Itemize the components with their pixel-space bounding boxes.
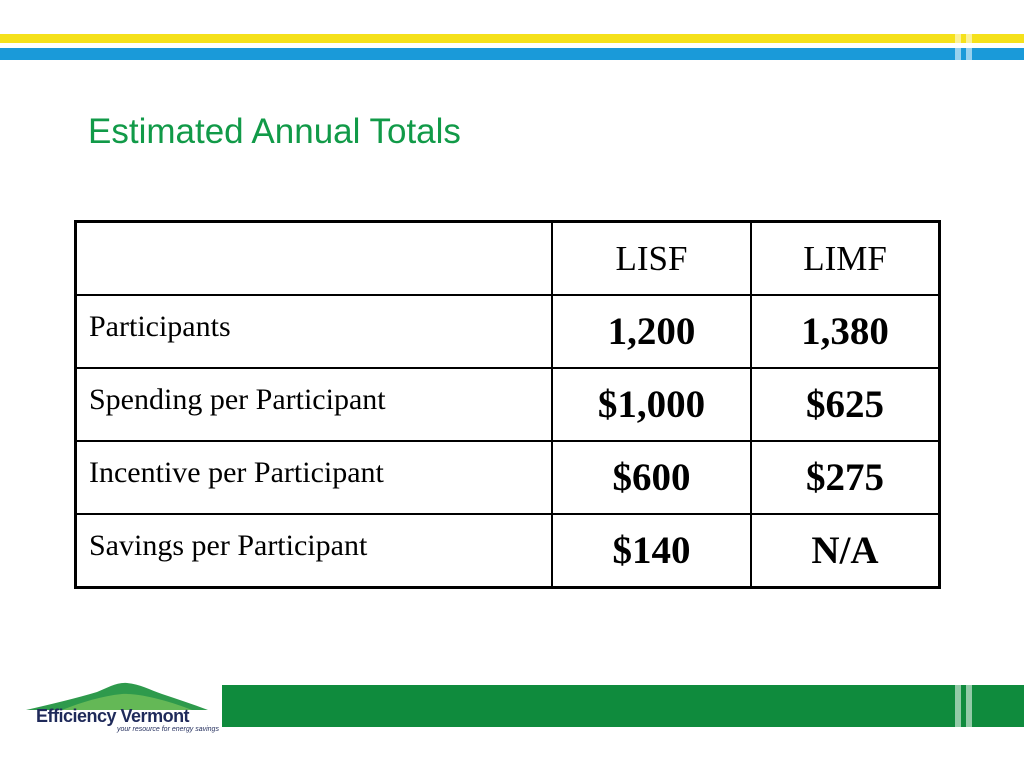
table-row — [76, 295, 939, 368]
efficiency-vermont-logo — [22, 676, 219, 746]
limf-value: $275 — [751, 441, 939, 514]
stripe-tick-mark — [955, 34, 961, 60]
table-row — [76, 514, 939, 587]
logo-name: Efficiency Vermont — [36, 706, 190, 726]
lisf-value: $600 — [552, 441, 751, 514]
table-header-row — [76, 222, 939, 295]
row-label: Participants — [76, 295, 552, 368]
table-row — [76, 368, 939, 441]
lisf-value: 1,200 — [552, 295, 751, 368]
footer-tick-mark — [955, 685, 961, 727]
limf-value: 1,380 — [751, 295, 939, 368]
row-label: Spending per Participant — [76, 368, 552, 441]
table-header-cell: LIMF — [751, 222, 939, 295]
table-header-cell: LISF — [552, 222, 751, 295]
limf-value: $625 — [751, 368, 939, 441]
row-label: Incentive per Participant — [76, 441, 552, 514]
logo-tagline: your resource for energy savings — [117, 726, 219, 733]
limf-value: N/A — [751, 514, 939, 587]
slide-title: Estimated Annual Totals — [88, 112, 461, 151]
table-row — [76, 441, 939, 514]
totals-table — [75, 221, 940, 588]
lisf-value: $140 — [552, 514, 751, 587]
table-header-cell — [76, 222, 552, 295]
top-stripe-yellow — [0, 34, 1024, 43]
footer-tick-mark — [966, 685, 972, 727]
stripe-tick-mark — [966, 34, 972, 60]
lisf-value: $1,000 — [552, 368, 751, 441]
row-label: Savings per Participant — [76, 514, 552, 587]
top-stripe-blue — [0, 48, 1024, 60]
footer-bar — [222, 685, 1024, 727]
